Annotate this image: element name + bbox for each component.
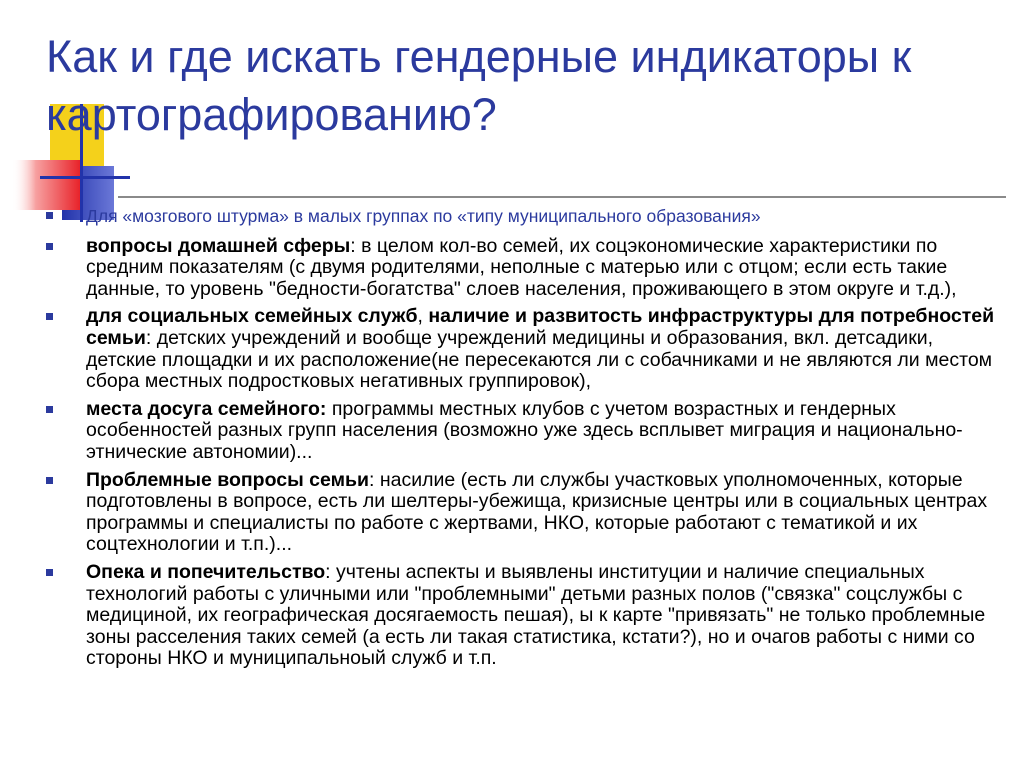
item-separator: : — [368, 468, 380, 491]
item-heading: Опека и попечительство — [86, 560, 326, 583]
list-item-social-services — [44, 306, 999, 392]
item-separator: , — [417, 305, 429, 328]
list-item-guardianship — [44, 562, 999, 670]
item-text: программы местных клубов с учетом возрастных и гендерных особенностей разных групп населения (возможно уже здесь всплывет миграция и национально-этнические автономии)... — [86, 397, 963, 463]
intro-text: Для «мозгового штурма» в малых группах по «типу муниципального образования» — [86, 206, 761, 226]
deco-red-square — [12, 160, 80, 210]
bullet-icon — [46, 406, 53, 413]
list-item-family-problems — [44, 470, 999, 556]
item-heading: места досуга семейного: — [86, 397, 327, 420]
list-item-family-leisure — [44, 399, 999, 464]
item-text: детских учреждений и вообще учреждений медицины и образования, вкл. детсадики, детские площадки и их расположение(не пересекаются ли с собачниками и не являются ли местом сбора местных подростковых негативных группировок), — [86, 326, 993, 393]
bullet-list — [44, 206, 999, 676]
bullet-icon — [46, 569, 53, 576]
list-item-home-sphere — [44, 236, 999, 301]
bullet-icon — [46, 313, 53, 320]
deco-horizontal-line — [40, 176, 130, 179]
item-heading-secondary: наличие и развитость инфраструктуры для потребностей семьи — [86, 305, 995, 349]
item-text: насилие (есть ли службы участковых уполномоченных, которые подготовлены в вопросе, есть ли шелтеры-убежища, кризисные центры или в социальных центрах программы и специалисты по работе с жертвами, НКО, которые работают с тематикой и их соцтехнологии и т.п.)... — [86, 468, 988, 556]
slide-title: Как и где искать гендерные индикаторы к картографированию? — [46, 31, 912, 140]
list-item-intro — [44, 206, 999, 228]
item-text: учтены аспекты и выявлены институции и наличие специальных технологий работы с уличными или "проблемными" детьми разных полов ("связка" соцслужбы с медициной, их географическая досягаемость пешая), ы к карте "привязать" не только проблемные зоны расселения таких семей (а есть ли такая статистика, кстати?), но и очагов работы с ними со стороны НКО и муниципальноый служб и т.п. — [86, 560, 986, 670]
bullet-icon — [46, 243, 53, 250]
title-divider — [118, 196, 1006, 198]
item-text: в целом кол-во семей, их соцэкономические характеристики по средним показателям (с двумя родителями, неполные с матерью или с отцом; если есть такие данные, то уровень "бедности-богатства" слоев населения, проживающего в этом округе и т.д.), — [86, 234, 957, 300]
item-heading: Проблемные вопросы семьи — [86, 468, 369, 491]
bullet-icon — [46, 477, 53, 484]
item-separator: : — [350, 234, 362, 257]
bullet-icon — [46, 212, 53, 219]
item-heading: для социальных семейных служб — [86, 305, 418, 328]
item-heading: вопросы домашней сферы — [86, 234, 351, 257]
item-separator: : — [145, 326, 157, 349]
item-separator: : — [325, 560, 337, 583]
